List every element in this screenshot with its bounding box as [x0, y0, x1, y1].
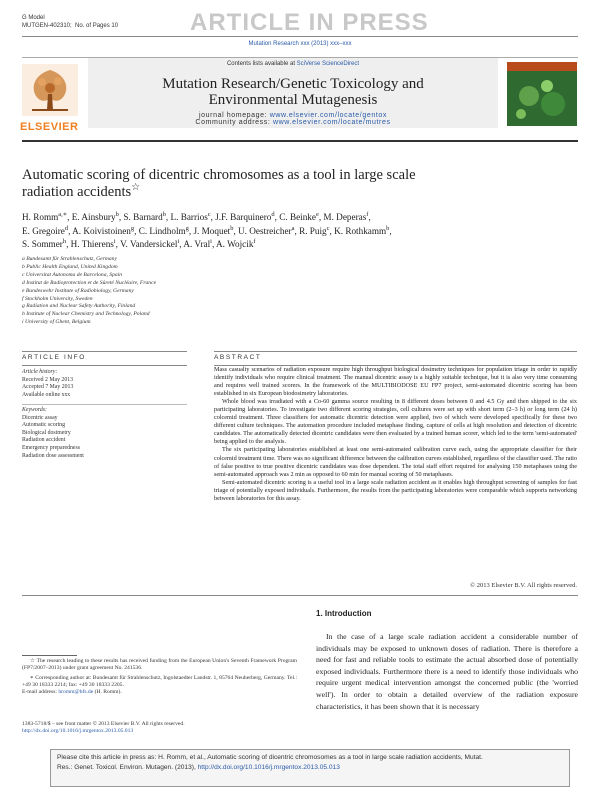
contents-prefix: Contents lists available at [226, 61, 295, 67]
email-label: E-mail address: [22, 689, 57, 696]
email-owner: (H. Romm). [94, 689, 122, 696]
contents-line [88, 61, 498, 67]
author-name: , R. Puig [294, 225, 327, 236]
article-history [22, 369, 187, 399]
article-title-line-1: Automatic scoring of dicentric chromosomes as a tool in large scale radiation [22, 167, 416, 200]
footnote-separator [22, 655, 77, 656]
email-link[interactable]: hromm@bfs.de [58, 689, 94, 696]
sciencedirect-link[interactable]: SciVerse ScienceDirect [296, 61, 360, 67]
author-name[interactable]: H. Romm [22, 212, 59, 222]
journal-title-line-2: Environmental Mutagenesis [208, 92, 378, 108]
author-affil-sup[interactable]: c [207, 210, 211, 218]
footnotes [22, 658, 297, 698]
journal-links [88, 112, 498, 126]
author-affil-sup[interactable]: e [315, 210, 319, 218]
article-info-mid-rule [22, 365, 187, 366]
citation-line-1: Please cite this article in press as: H. Romm, et al., Automatic scoring of dicentric chromosomes as a tool in large scale radiation accidents, Mutat. [57, 754, 483, 761]
received-date: Received 2 May 2013 [22, 376, 74, 383]
author-name: , K. Rothkamm [329, 225, 387, 236]
corresponding-author-text: ∗ Corresponding author at: Bundesamt für Strahlenschutz, Ingolstaedter Landstr. 1, 85764 Neuherberg, Germany. Tel.: +49 30 18333 2214; fax: +49 30 18333 2205. [22, 674, 297, 688]
author-name: , J.F. Barquinero [210, 212, 272, 222]
elsevier-tree-logo [22, 64, 78, 116]
abstract-bottom-rule [22, 595, 578, 596]
abstract-copyright: © 2013 Elsevier B.V. All rights reserved. [470, 582, 577, 589]
affiliation-list [22, 256, 322, 327]
author-name: , J. Moquet [188, 225, 231, 236]
keywords-block [22, 407, 187, 460]
issn-block [22, 721, 297, 736]
abstract-paragraph: The six participating laboratories established at least one semi-automated calibration curve each, using the appropriate classifier for their colcemid treatment time. There was no significant difference between the calibration curves established, regardless of the classifier used. The ratio of false positive to true positive dicentric candidates was dose dependent. The total staff effort required for analysing 150 metaphases using the semi-automated approach was 2 min as opposed to 60 min for manual scoring of 50 metaphases. [214, 446, 577, 478]
abstract-paragraph: Semi-automated dicentric scoring is a useful tool in a large scale radiation accident as it enables high throughput screening of samples for fast triage of potentially exposed individuals. Furthermore, the results from the participating laboratories were comparable which supports networking between laboratories for this assay. [214, 478, 577, 502]
title-footnote-mark[interactable]: ☆ [131, 182, 141, 194]
author-name: E. Gregoire [22, 225, 65, 236]
article-title [22, 167, 452, 201]
author-line-3 [22, 238, 582, 252]
affiliation-item: c Universitat Autonoma de Barcelona, Spain [22, 271, 123, 278]
journal-reference[interactable]: Mutation Research xxx (2013) xxx–xxx [248, 41, 352, 47]
abstract-paragraph: Mass casualty scenarios of radiation exposure require high throughput biological dosimetry techniques for population triage in order to rapidly identify individuals who require clinical treatment. The manual dicentric assay is a highly suitable technique, but it is also very time consuming and requires well trained scorers. In the framework of the MULTIBIODOSE EU FP7 project, semi-automated dicentric scoring has been established in six European biodosimetry laboratories. [214, 366, 577, 398]
author-affil-sup[interactable]: a,∗ [58, 210, 68, 218]
masthead-bottom-rule [22, 140, 578, 142]
keyword-item: Biological dosimetry [22, 429, 71, 436]
introduction-paragraph: In the case of a large scale radiation accident a considerable number of individuals may be exposed to unknown doses of radiation. There is therefore a need for fast and reliable tools to estimate the actual absorbed dose of potentially exposed individuals. Furthermore there is a need to identify those individuals who require urgent medical intervention amongst the concerned public (the 'worried well'). In order to obtain a detailed overview of the radiation exposure characteristics, it has been shown that it is necessary [316, 632, 578, 711]
author-affil-sup[interactable]: b [115, 210, 119, 218]
issn-line: 1383-5718/$ – see front matter © 2013 Elsevier B.V. All rights reserved. [22, 721, 185, 727]
author-affil-sup[interactable]: d [64, 224, 69, 232]
abstract-top-rule [214, 351, 577, 352]
page-count: No. of Pages 10 [75, 23, 119, 29]
author-name: S. Sommer [22, 239, 63, 249]
manuscript-id: MUTGEN-402310; [22, 23, 72, 29]
author-affil-sup[interactable]: c [326, 224, 330, 232]
keyword-item: Emergency preparedness [22, 444, 80, 451]
citation-box [50, 749, 570, 787]
affiliation-item: g Radiation and Nuclear Safety Authority, Finland [22, 303, 136, 310]
author-affil-sup[interactable]: d [271, 210, 275, 218]
community-label: Community address: [195, 119, 271, 126]
author-name: , H. Thierens [66, 239, 114, 249]
article-title-line-2: accidents [77, 184, 132, 200]
author-line-1 [22, 211, 582, 225]
author-name: , C. Beinke [274, 212, 316, 222]
citation-journal: Res.: Genet. Toxicol. Environ. Mutagen. (2013), [57, 763, 196, 771]
affiliation-item: e Bundeswehr Institute of Radiobiology, Germany [22, 287, 134, 294]
manuscript-info [22, 22, 118, 30]
author-affil-sup[interactable]: i [210, 237, 212, 245]
community-link[interactable]: www.elsevier.com/locate/mutres [272, 119, 391, 126]
citation-doi-link[interactable]: http://dx.doi.org/10.1016/j.mrgentox.2013.05.013 [197, 763, 340, 771]
author-name: , S. Barnard [118, 212, 163, 222]
journal-title [88, 76, 498, 108]
homepage-link[interactable]: www.elsevier.com/locate/gentox [269, 112, 387, 119]
author-name: , V. Vandersickel [115, 239, 178, 249]
author-name: , C. Lindholm [134, 225, 186, 236]
affiliation-item: b Public Health England, United Kingdom [22, 263, 118, 270]
history-label: Article history: [22, 369, 58, 375]
keyword-item: Radiation accident [22, 437, 66, 444]
author-affil-sup[interactable]: g [130, 224, 135, 232]
abstract-body [214, 366, 577, 503]
introduction-heading: 1. Introduction [316, 609, 372, 618]
affiliation-item: d Institut de Radioprotection et de Sûreté Nucléaire, France [22, 279, 157, 286]
keywords-label: Keywords: [22, 407, 47, 413]
author-affil-sup[interactable]: f [253, 237, 256, 245]
author-name: , L. Barrios [165, 212, 208, 222]
gmodel-label [22, 14, 118, 30]
citation-line-2 [57, 763, 563, 773]
funding-footnote: ☆ The research leading to these results has received funding from the European Union's Seventh Framework Program (FP7/2007–2013) under grant agreement No. 241536. [22, 658, 297, 672]
author-separator: , [368, 212, 371, 222]
affiliation-item: h Institute of Nuclear Chemistry and Technology, Poland [22, 311, 150, 318]
keyword-item: Dicentric assay [22, 414, 58, 421]
abstract-heading: ABSTRACT [214, 354, 262, 361]
keyword-item: Radiation dose assessment [22, 452, 84, 459]
affiliation-item: i University of Ghent, Belgium [22, 319, 91, 326]
article-in-press-banner: ARTICLE IN PRESS [190, 9, 429, 36]
author-name: , A. Wojcik [211, 239, 254, 249]
author-affil-sup[interactable]: f [366, 210, 369, 218]
author-affil-sup[interactable]: b [230, 224, 234, 232]
journal-cover-image [507, 62, 577, 126]
author-affil-sup[interactable]: b [162, 210, 166, 218]
author-affil-sup[interactable]: b [386, 224, 390, 232]
article-info-top-rule [22, 351, 187, 352]
author-line-2 [22, 225, 582, 239]
elsevier-wordmark: ELSEVIER [20, 121, 79, 133]
header-rule [22, 36, 578, 37]
introduction-body [316, 631, 578, 712]
author-name: , E. Ainsbury [67, 212, 116, 222]
gmodel-text: G Model [22, 15, 45, 21]
author-name: , M. Deperas [318, 212, 367, 222]
accepted-date: Accepted 7 May 2013 [22, 384, 74, 391]
author-affil-sup[interactable]: h [62, 237, 67, 245]
corresponding-author-footnote [22, 675, 297, 697]
author-list [22, 211, 582, 252]
author-name: , U. Oestreicher [233, 225, 292, 236]
doi-link[interactable]: http://dx.doi.org/10.1016/j.mrgentox.2013.05.013 [22, 728, 134, 735]
author-separator: , [389, 225, 392, 236]
homepage-label: journal homepage: [199, 112, 268, 119]
author-name: , A. Koivistoinen [68, 225, 131, 236]
author-affil-sup[interactable]: g [185, 224, 189, 232]
online-date: Available online xxx [22, 391, 71, 398]
affiliation-item: a Bundesamt für Strahlenschutz, Germany [22, 256, 117, 262]
keyword-item: Automatic scoring [22, 422, 65, 429]
author-affil-sup[interactable]: i [177, 237, 180, 245]
keywords-rule [22, 404, 187, 405]
abstract-paragraph: Whole blood was irradiated with a Co-60 gamma source resulting in 8 different doses between 0 and 4.5 Gy and then shipped to the six participating laboratories. To investigate two different scoring strategies, cell cultures were set up with short term (2–3 h) or long term (24 h) colcemid treatment. Three classifiers for automatic dicentric detection were applied, two of which were developed specifically for these two different culture techniques. The automation procedure included metaphase finding, capture of cells at high resolution and detection of dicentric candidates. The automatically detected dicentric candidates were then evaluated by a trained human scorer, which led to the term 'semi-automated' being applied to the analysis. [214, 398, 577, 446]
author-name: , A. Vral [179, 239, 211, 249]
journal-title-line-1: Mutation Research/Genetic Toxicology and [162, 76, 424, 92]
article-info-heading: ARTICLE INFO [22, 354, 86, 361]
affiliation-item: f Stockholm University, Sweden [22, 295, 93, 302]
author-affil-sup[interactable]: a [291, 224, 295, 232]
author-affil-sup[interactable]: i [113, 237, 116, 245]
journal-cover-band [507, 62, 577, 71]
